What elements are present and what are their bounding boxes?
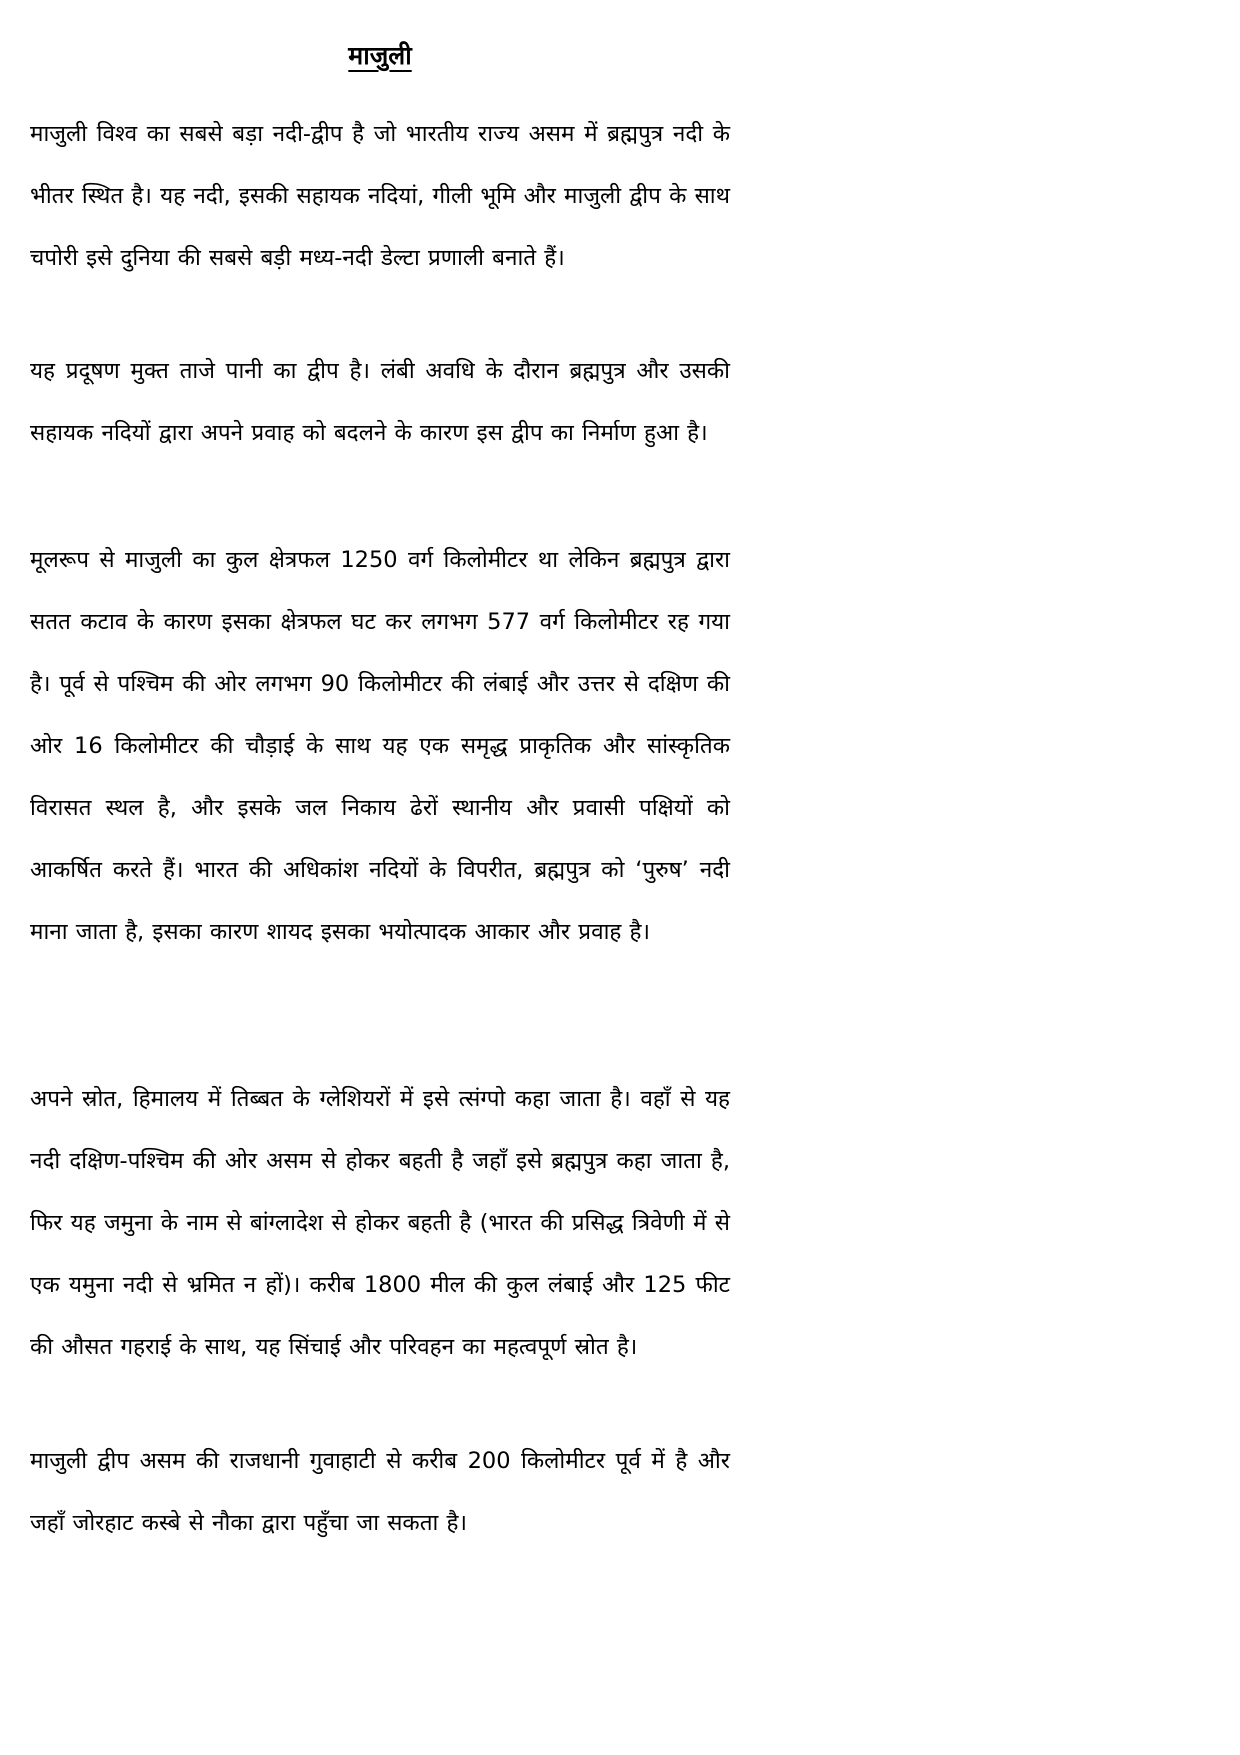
paragraph-intro: माजुली विश्व का सबसे बड़ा नदी-द्वीप है जो भारतीय राज्य असम में ब्रह्मपुत्र नदी के भीतर स्थित है। यह नदी, इसकी सहायक नदियां, गीली भूमि और माजुली द्वीप के साथ चपोरी इसे दुनिया की सबसे बड़ी मध्य-नदी डेल्टा प्रणाली बनाते हैं। xyxy=(30,121,730,271)
paragraph-formation: यह प्रदूषण मुक्त ताजे पानी का द्वीप है। लंबी अवधि के दौरान ब्रह्मपुत्र और उसकी सहायक नदियों द्वारा अपने प्रवाह को बदलने के कारण इस द्वीप का निर्माण हुआ है। xyxy=(30,358,730,446)
paragraph-area: मूलरूप से माजुली का कुल क्षेत्रफल 1250 वर्ग किलोमीटर था लेकिन ब्रह्मपुत्र द्वारा सतत कटाव के कारण इसका क्षेत्रफल घट कर लगभग 577 वर्ग किलोमीटर रह गया है। पूर्व से पश्चिम की ओर लगभग 90 किलोमीटर की लंबाई और उत्तर से दक्षिण की ओर 16 किलोमीटर की चौड़ाई के साथ यह एक समृद्ध प्राकृतिक और सांस्कृतिक विरासत स्थल है, और इसके जल निकाय ढेरों स्थानीय और प्रवासी पक्षियों को आकर्षित करते हैं। भारत की अधिकांश नदियों के विपरीत, ब्रह्मपुत्र को ‘पुरुष’ नदी माना जाता है, इसका कारण शायद इसका भयोत्पादक आकार और प्रवाह है। xyxy=(30,547,730,945)
page-title: माजुली xyxy=(348,41,412,70)
paragraph-river-source: अपने स्रोत, हिमालय में तिब्बत के ग्लेशियरों में इसे त्संग्पो कहा जाता है। वहाँ से यह नदी दक्षिण-पश्चिम की ओर असम से होकर बहती है जहाँ इसे ब्रह्मपुत्र कहा जाता है, फिर यह जमुना के नाम से बांग्लादेश से होकर बहती है (भारत की प्रसिद्ध त्रिवेणी में से एक यमुना नदी से भ्रमित न हों)। करीब 1800 मील की कुल लंबाई और 125 फीट की औसत गहराई के साथ, यह सिंचाई और परिवहन का महत्वपूर्ण स्रोत है। xyxy=(30,1086,730,1360)
paragraph-location: माजुली द्वीप असम की राजधानी गुवाहाटी से करीब 200 किलोमीटर पूर्व में है और जहाँ जोरहाट कस्बे से नौका द्वारा पहुँचा जा सकता है। xyxy=(30,1448,730,1536)
